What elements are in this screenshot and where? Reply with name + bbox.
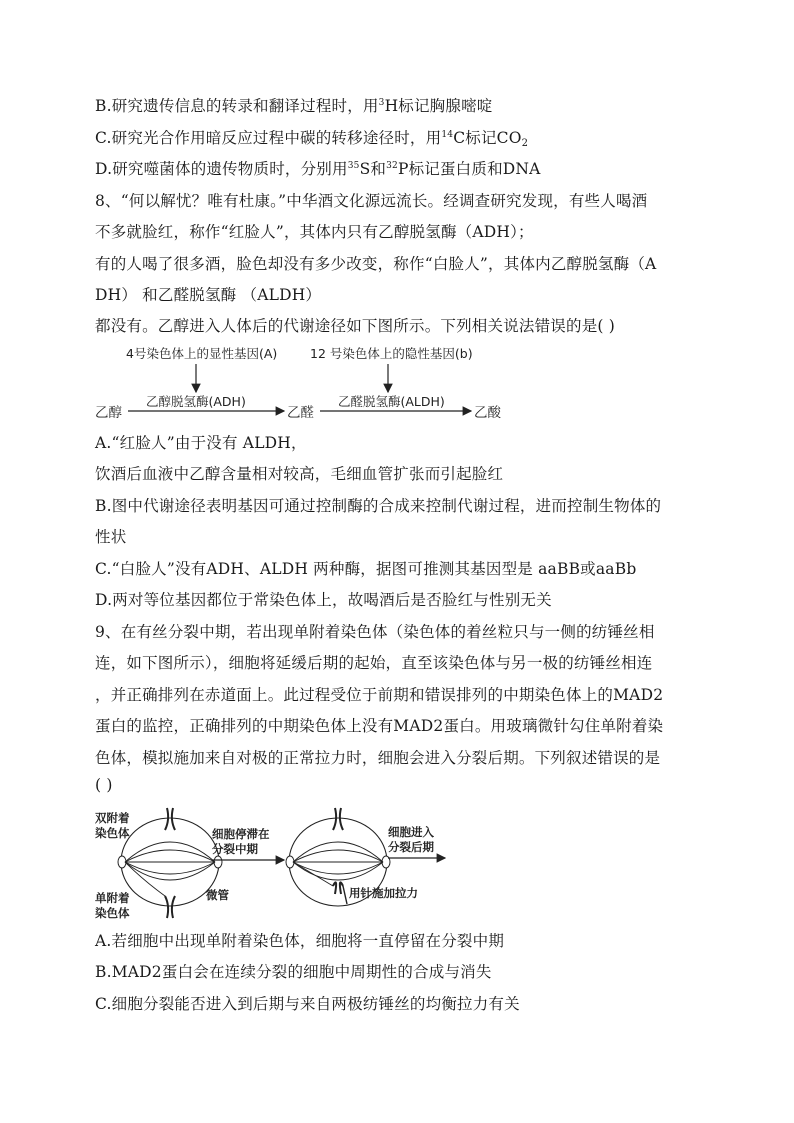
question-8-line-2: 不多就脸红，称作“红脸人”，其体内只有乙醇脱氢酶（ADH）；: [95, 223, 534, 241]
option-7c: C.研究光合作用暗反应过程中碳的转移途径时，用$^{14}$C标记$CO_2$: [95, 129, 529, 149]
acetaldehyde-label: 乙醛: [287, 405, 314, 421]
arrest-label-2: 分裂中期: [212, 842, 258, 856]
single-attached-label-1: 单附着: [95, 891, 130, 905]
question-9-line-6: ( ): [95, 776, 113, 794]
ethanol-label: 乙醇: [95, 405, 122, 421]
adh-label: 乙醇脱氢酶(ADH): [146, 394, 246, 409]
single-attached-label-2: 染色体: [95, 906, 130, 920]
metabolic-pathway-diagram: [90, 342, 530, 424]
question-8-line-3: 有的人喝了很多酒，脸色却没有多少改变，称作“白脸人”，其体内乙醇脱氢酶（A: [95, 255, 657, 273]
double-attached-label-1: 双附着: [95, 811, 130, 825]
question-8-line-5: 都没有。乙醇进入人体后的代谢途径如下图所示。下列相关说法错误的是( ): [95, 317, 616, 335]
mitosis-diagram: [95, 800, 455, 922]
question-8-line-4: DH） 和乙醛脱氢酶 （ALDH）: [95, 286, 322, 304]
enter-label-2: 分裂后期: [388, 840, 434, 854]
question-9-line-5: 色体，模拟施加来自对极的正常拉力时，细胞会进入分裂后期。下列叙述错误的是: [95, 749, 661, 767]
option-7b: B.研究遗传信息的转录和翻译过程时，用$^3$H标记胸腺嘧啶: [95, 97, 493, 115]
arrest-label-1: 细胞停滞在: [212, 827, 270, 841]
aldh-label: 乙醛脱氢酶(ALDH): [338, 394, 445, 409]
question-9-line-2: 连，如下图所示），细胞将延缓后期的起始，直至该染色体与另一极的纺锤丝相连: [95, 654, 653, 672]
option-8b-line-2: 性状: [95, 528, 127, 546]
question-9-line-3: ，并正确排列在赤道面上。此过程受位于前期和错误排列的中期染色体上的MAD2: [95, 686, 664, 704]
option-9c: C.细胞分裂能否进入到后期与来自两极纺锤丝的均衡拉力有关: [95, 995, 520, 1013]
acetic-acid-label: 乙酸: [474, 405, 501, 421]
option-7d: D.研究噬菌体的遗传物质时，分别用$^{35}$S和$^{32}$P标记蛋白质和DNA: [95, 160, 541, 178]
option-8c: C.“白脸人”没有ADH、ALDH 两种酶，据图可推测其基因型是 aaBB或aaBb: [95, 560, 637, 578]
question-9-line-1: 9、在有丝分裂中期，若出现单附着染色体（染色体的着丝粒只与一侧的纺锤丝相: [95, 623, 655, 641]
microtubule-label: 微管: [206, 888, 229, 902]
double-attached-label-2: 染色体: [95, 826, 130, 840]
option-8a-line-2: 饮酒后血液中乙醇含量相对较高，毛细血管扩张而引起脸红: [95, 465, 504, 483]
question-9-line-4: 蛋白的监控，正确排列的中期染色体上没有MAD2蛋白。用玻璃微针勾住单附着染: [95, 717, 664, 735]
option-9a: A.若细胞中出现单附着染色体，细胞将一直停留在分裂中期: [95, 932, 505, 950]
needle-label: 用针施加拉力: [349, 886, 418, 900]
option-8d: D.两对等位基因都位于常染色体上，故喝酒后是否脸红与性别无关: [95, 591, 552, 609]
enter-label-1: 细胞进入: [388, 825, 434, 839]
question-8-line-1: 8、“何以解忧？唯有杜康。”中华酒文化源远流长。经调查研究发现，有些人喝酒: [95, 192, 648, 210]
option-8a-line-1: A.“红脸人”由于没有 ALDH，: [95, 434, 307, 452]
option-8b-line-1: B.图中代谢途径表明基因可通过控制酶的合成来控制代谢过程，进而控制生物体的: [95, 497, 662, 515]
option-9b: B.MAD2蛋白会在连续分裂的细胞中周期性的合成与消失: [95, 963, 492, 981]
gene-b-label: 12 号染色体上的隐性基因(b): [310, 346, 473, 361]
gene-a-label: 4号染色体上的显性基因(A): [126, 346, 278, 361]
